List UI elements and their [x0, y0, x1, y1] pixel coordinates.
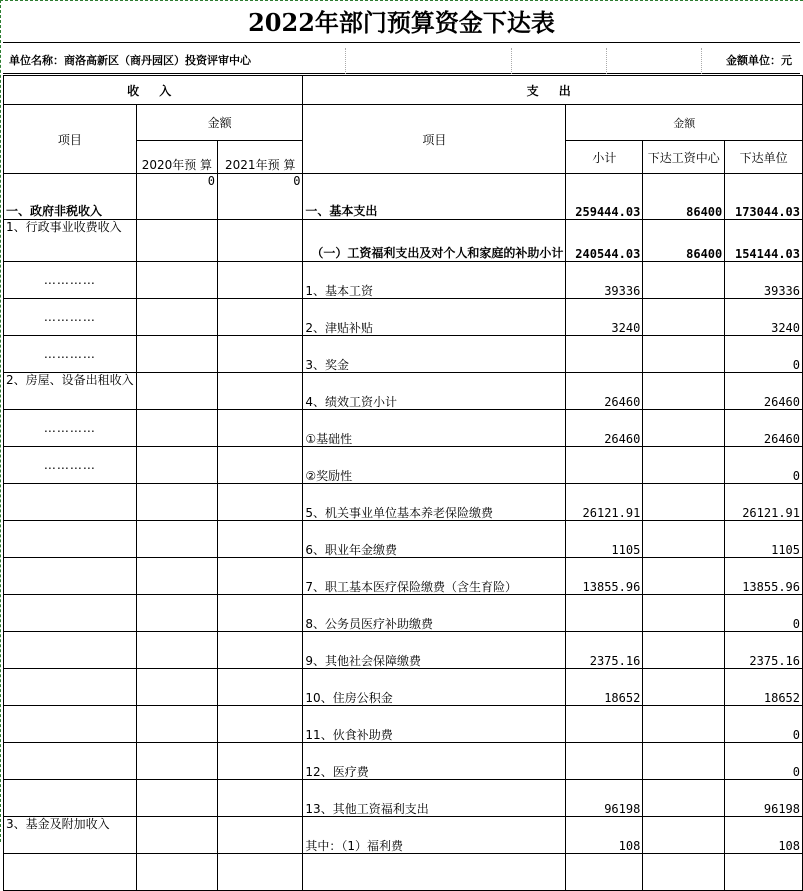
- income-2021-cell: [218, 521, 303, 558]
- expense-subtotal-cell: 240544.03: [566, 220, 643, 262]
- expense-center-cell: [643, 262, 725, 299]
- income-item-cell: 1、行政事业收费收入: [4, 220, 137, 262]
- table-row: [4, 521, 803, 558]
- expense-item-cell: 13、其他工资福利支出: [303, 780, 566, 817]
- expense-center-cell: 86400: [643, 220, 725, 262]
- income-2020-cell: [136, 336, 217, 373]
- income-item-cell: …………: [4, 262, 137, 299]
- expense-item-cell: ②奖励性: [303, 447, 566, 484]
- expense-subtotal-cell: 26460: [566, 410, 643, 447]
- money-unit: 金额单位：元: [726, 54, 792, 67]
- expense-empty-cell: [643, 854, 725, 891]
- expense-subtotal-cell: 96198: [566, 780, 643, 817]
- expense-unit-cell: 2375.16: [725, 632, 803, 669]
- income-2021-cell: [218, 373, 303, 410]
- income-item-cell: …………: [4, 447, 137, 484]
- expense-empty-cell: [725, 854, 803, 891]
- income-2020-cell: [136, 817, 217, 854]
- income-2020-cell: 0: [136, 174, 217, 220]
- expense-unit-cell: 173044.03: [725, 174, 803, 220]
- table-row: [4, 447, 803, 484]
- expense-subtotal-cell: [566, 595, 643, 632]
- income-item-cell: 2、房屋、设备出租收入: [4, 373, 137, 410]
- expense-item-cell: 3、奖金: [303, 336, 566, 373]
- expense-item-cell: 8、公务员医疗补助缴费: [303, 595, 566, 632]
- expense-center-cell: [643, 447, 725, 484]
- expense-header: 支 出: [303, 76, 803, 105]
- expense-item-cell: 11、伙食补助费: [303, 706, 566, 743]
- expense-center-cell: [643, 743, 725, 780]
- table-row: [4, 220, 803, 262]
- expense-unit-cell: 3240: [725, 299, 803, 336]
- center-col: 下达工资中心: [643, 141, 725, 174]
- income-item-cell: [4, 632, 137, 669]
- expense-item-cell: 其中：（1）福利费: [303, 817, 566, 854]
- income-item-cell: 一、政府非税收入: [4, 174, 137, 220]
- expense-item-cell: （一）工资福利支出及对个人和家庭的补助小计: [303, 220, 566, 262]
- income-amount-col: 金额: [136, 105, 303, 141]
- expense-subtotal-cell: 3240: [566, 299, 643, 336]
- income-2020-cell: [136, 558, 217, 595]
- expense-item-col: 项目: [303, 105, 566, 174]
- expense-center-cell: [643, 299, 725, 336]
- income-2021-cell: [218, 262, 303, 299]
- expense-subtotal-cell: 26460: [566, 373, 643, 410]
- income-2021-cell: [218, 220, 303, 262]
- table-row: [4, 174, 803, 220]
- income-header: 收 入: [4, 76, 303, 105]
- income-2020-cell: [136, 632, 217, 669]
- expense-subtotal-cell: 26121.91: [566, 484, 643, 521]
- expense-subtotal-cell: 39336: [566, 262, 643, 299]
- meta-row: [3, 48, 800, 74]
- expense-unit-cell: 13855.96: [725, 558, 803, 595]
- expense-center-cell: [643, 484, 725, 521]
- expense-center-cell: [643, 336, 725, 373]
- expense-unit-cell: 1105: [725, 521, 803, 558]
- table-row: [4, 558, 803, 595]
- income-2021-cell: [218, 410, 303, 447]
- year-2020-col: 2020年预 算: [136, 141, 217, 174]
- expense-unit-cell: 18652: [725, 669, 803, 706]
- page-title: 2022年部门预算资金下达表: [3, 3, 800, 43]
- income-2021-cell: [218, 780, 303, 817]
- income-item-cell: …………: [4, 299, 137, 336]
- subtotal-col: 小计: [566, 141, 643, 174]
- expense-item-cell: 1、基本工资: [303, 262, 566, 299]
- budget-table: [3, 75, 803, 891]
- expense-item-cell: 5、机关事业单位基本养老保险缴费: [303, 484, 566, 521]
- expense-item-cell: 4、绩效工资小计: [303, 373, 566, 410]
- income-2021-cell: [218, 558, 303, 595]
- expense-subtotal-cell: [566, 336, 643, 373]
- income-item-cell: [4, 743, 137, 780]
- income-2020-cell: [136, 669, 217, 706]
- income-2020-cell: [136, 410, 217, 447]
- income-2021-cell: [218, 817, 303, 854]
- table-row: [4, 484, 803, 521]
- expense-subtotal-cell: 18652: [566, 669, 643, 706]
- income-2021-cell: [218, 299, 303, 336]
- expense-center-cell: [643, 706, 725, 743]
- expense-unit-cell: 26460: [725, 373, 803, 410]
- income-2020-cell: [136, 743, 217, 780]
- expense-subtotal-cell: 259444.03: [566, 174, 643, 220]
- income-2021-cell: [218, 484, 303, 521]
- table-row: [4, 854, 803, 891]
- income-2020-cell: [136, 299, 217, 336]
- expense-unit-cell: 0: [725, 447, 803, 484]
- income-2020-cell: [136, 484, 217, 521]
- expense-center-cell: [643, 780, 725, 817]
- expense-center-cell: [643, 632, 725, 669]
- table-row: [4, 817, 803, 854]
- unit-name: 单位名称：商洛高新区（商丹园区）投资评审中心: [9, 54, 251, 67]
- expense-item-cell: 10、住房公积金: [303, 669, 566, 706]
- table-row: [4, 410, 803, 447]
- income-2021-cell: [218, 854, 303, 891]
- income-item-cell: [4, 854, 137, 891]
- income-item-cell: [4, 484, 137, 521]
- income-item-cell: …………: [4, 336, 137, 373]
- income-2021-cell: [218, 447, 303, 484]
- income-2020-cell: [136, 780, 217, 817]
- income-item-cell: [4, 706, 137, 743]
- table-row: [4, 743, 803, 780]
- expense-unit-cell: 154144.03: [725, 220, 803, 262]
- expense-center-cell: [643, 558, 725, 595]
- income-2020-cell: [136, 521, 217, 558]
- expense-item-cell: 6、职业年金缴费: [303, 521, 566, 558]
- table-row: [4, 336, 803, 373]
- income-2020-cell: [136, 595, 217, 632]
- expense-center-cell: [643, 595, 725, 632]
- expense-unit-cell: 0: [725, 743, 803, 780]
- expense-subtotal-cell: 13855.96: [566, 558, 643, 595]
- expense-item-cell: 7、职工基本医疗保险缴费（含生育险）: [303, 558, 566, 595]
- expense-unit-cell: 26121.91: [725, 484, 803, 521]
- expense-item-cell: 2、津贴补贴: [303, 299, 566, 336]
- expense-amount-col: 金额: [566, 105, 803, 141]
- income-2021-cell: [218, 595, 303, 632]
- expense-empty-cell: [566, 854, 643, 891]
- expense-item-cell: 9、其他社会保障缴费: [303, 632, 566, 669]
- income-2020-cell: [136, 706, 217, 743]
- table-row: [4, 706, 803, 743]
- table-row: [4, 595, 803, 632]
- income-2020-cell: [136, 373, 217, 410]
- expense-center-cell: [643, 410, 725, 447]
- expense-subtotal-cell: [566, 447, 643, 484]
- expense-unit-cell: 108: [725, 817, 803, 854]
- expense-item-cell: ①基础性: [303, 410, 566, 447]
- table-row: [4, 632, 803, 669]
- income-item-cell: 3、基金及附加收入: [4, 817, 137, 854]
- income-2021-cell: [218, 336, 303, 373]
- expense-subtotal-cell: 1105: [566, 521, 643, 558]
- expense-subtotal-cell: [566, 706, 643, 743]
- table-row: [4, 669, 803, 706]
- expense-center-cell: [643, 669, 725, 706]
- income-2021-cell: [218, 706, 303, 743]
- expense-unit-cell: 0: [725, 595, 803, 632]
- year-2021-col: 2021年预 算: [218, 141, 303, 174]
- table-row: [4, 373, 803, 410]
- income-item-cell: …………: [4, 410, 137, 447]
- table-row: [4, 299, 803, 336]
- table-row: [4, 780, 803, 817]
- unit-col: 下达单位: [725, 141, 803, 174]
- expense-unit-cell: 0: [725, 336, 803, 373]
- expense-subtotal-cell: 2375.16: [566, 632, 643, 669]
- expense-empty-cell: [303, 854, 566, 891]
- income-2021-cell: 0: [218, 174, 303, 220]
- expense-unit-cell: 96198: [725, 780, 803, 817]
- expense-subtotal-cell: [566, 743, 643, 780]
- expense-item-cell: 一、基本支出: [303, 174, 566, 220]
- income-2021-cell: [218, 632, 303, 669]
- expense-subtotal-cell: 108: [566, 817, 643, 854]
- expense-item-cell: 12、医疗费: [303, 743, 566, 780]
- income-2021-cell: [218, 743, 303, 780]
- income-item-cell: [4, 558, 137, 595]
- table-row: [4, 262, 803, 299]
- income-2020-cell: [136, 447, 217, 484]
- income-item-cell: [4, 595, 137, 632]
- expense-unit-cell: 39336: [725, 262, 803, 299]
- expense-center-cell: [643, 521, 725, 558]
- income-2020-cell: [136, 854, 217, 891]
- expense-unit-cell: 26460: [725, 410, 803, 447]
- expense-center-cell: 86400: [643, 174, 725, 220]
- income-item-cell: [4, 521, 137, 558]
- income-2020-cell: [136, 262, 217, 299]
- income-2021-cell: [218, 669, 303, 706]
- income-item-cell: [4, 780, 137, 817]
- expense-center-cell: [643, 373, 725, 410]
- income-2020-cell: [136, 220, 217, 262]
- expense-unit-cell: 0: [725, 706, 803, 743]
- expense-center-cell: [643, 817, 725, 854]
- income-item-col: 项目: [4, 105, 137, 174]
- income-item-cell: [4, 669, 137, 706]
